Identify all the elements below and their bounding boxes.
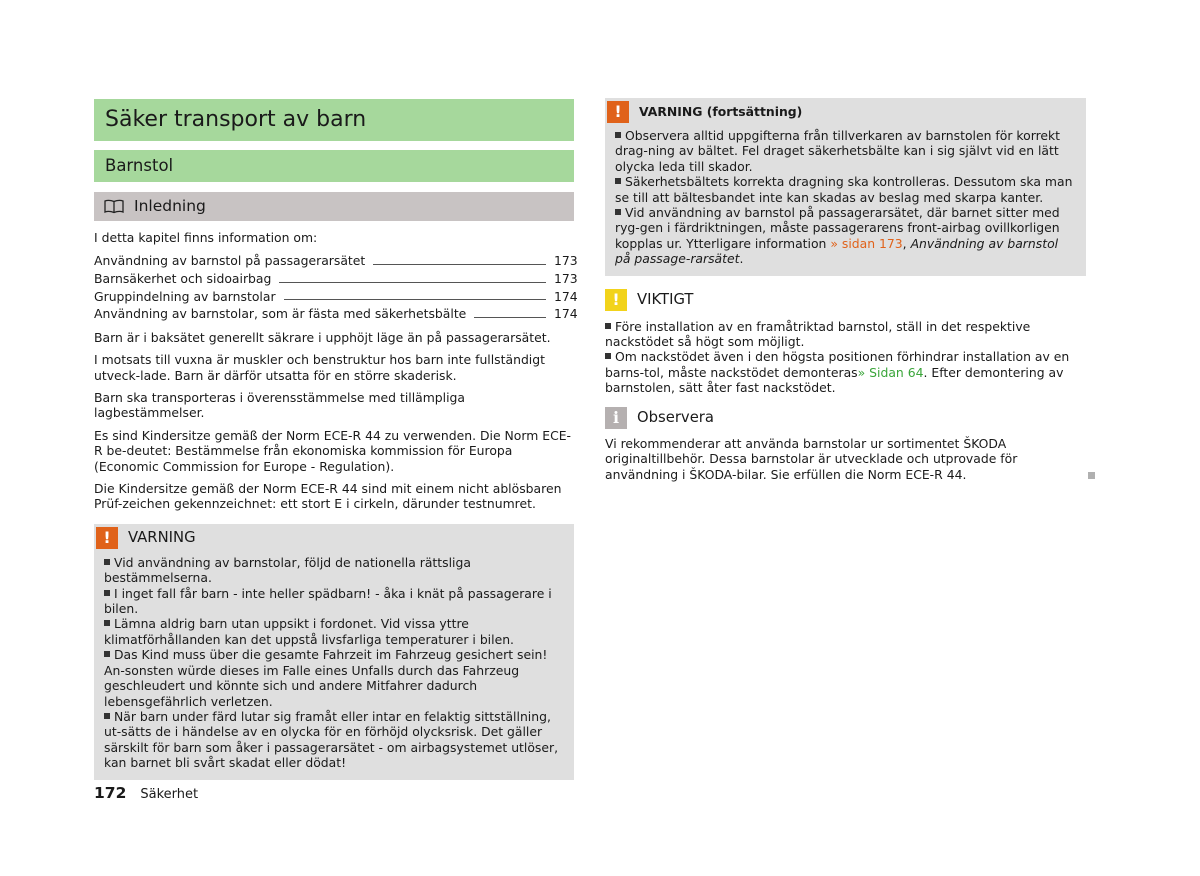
note-body: Vi rekommenderar att använda barnstolar ur sortimentet ŠKODA originaltillbehör. Dessa barnstolar är utvecklade och utprovade för användning i ŠKODA-bilar. Sie erfüllen die Norm ECE-R 44. <box>605 435 1018 482</box>
bullet-icon <box>605 353 611 359</box>
toc-label: Användning av barnstol på passagerarsätet <box>94 253 366 269</box>
bullet-icon <box>104 713 110 719</box>
page-number: 172 <box>94 784 127 802</box>
toc-page: 174 <box>554 288 578 304</box>
warning-title: VARNING <box>128 529 196 547</box>
toc-label: Barnsäkerhet och sidoairbag <box>94 271 272 286</box>
list-item: Säkerhetsbältets korrekta dragning ska kontrolleras. Dessutom ska man se till att bältesbandet inte kan skadas av beslag med skarpa kanter. <box>615 174 1073 205</box>
paragraph: Die Kindersitze gemäß der Norm ECE-R 44 sind mit einem nicht ablösbaren Prüf-zeichen gekennzeichnet: ett stort E i cirkeln, därunder testnumret. <box>94 481 562 512</box>
bullet-icon <box>104 651 110 657</box>
list-item: I inget fall får barn - inte heller spädbarn! - åka i knät på passagerare i bilen. <box>104 585 552 617</box>
important-title: VIKTIGT <box>637 290 694 308</box>
warning-continued-box <box>605 98 1086 276</box>
section-end-marker <box>1088 472 1095 479</box>
page-footer <box>94 786 198 802</box>
toc-label: Gruppindelning av barnstolar <box>94 288 276 304</box>
page-reference-link[interactable]: » Sidan 64 <box>857 364 924 380</box>
bullet-icon <box>615 178 621 184</box>
section-title: Barnstol <box>94 150 574 182</box>
book-icon <box>104 199 124 214</box>
exclamation-icon: ! <box>607 101 629 123</box>
bullet-icon <box>605 323 611 329</box>
warning-continued-header <box>605 98 1086 126</box>
list-item: Observera alltid uppgifterna från tillverkaren av barnstolen för korrekt drag-ning av bältet. Fel draget säkerhetsbälte kan i sig självt vid en lätt olycka leda till skador. <box>615 128 1061 174</box>
list-item: Före installation av en framåtriktad barnstol, ställ in det respektive nackstödet så högt som möjligt. <box>605 318 1031 350</box>
toc-page: 174 <box>554 306 578 322</box>
info-icon: i <box>605 407 627 429</box>
paragraph: Barn ska transporteras i överensstämmelse med tillämpliga lagbestämmelser. <box>94 390 466 421</box>
chapter-title: Säker transport av barn <box>94 99 574 141</box>
list-item: Vid användning av barnstolar, följd de nationella rättsliga bestämmelserna. <box>104 554 471 586</box>
warning-header <box>94 524 574 552</box>
bullet-icon <box>104 590 110 596</box>
important-header <box>605 287 1086 313</box>
paragraph: Es sind Kindersitze gemäß der Norm ECE-R 44 zu verwenden. Die Norm ECE-R be-deutet: Bestämmelse från ekonomiska kommission för Europa (Economic Commission for Europe - Regulation). <box>94 427 572 474</box>
toc-page: 173 <box>554 271 578 286</box>
exclamation-icon: ! <box>605 289 627 311</box>
bullet-icon <box>615 132 621 138</box>
section-reference: Användning av barnstol på passage-rarsätet <box>615 235 1059 267</box>
subsection-title-label: Inledning <box>134 197 206 215</box>
warning-continued-title: VARNING (fortsättning) <box>639 104 803 120</box>
toc-leader <box>474 317 546 318</box>
list-item: När barn under färd lutar sig framåt eller intar en felaktig sittställning, ut-sätts de i händelse av en olycka för en förhöjd olycksrisk. Det gäller särskilt för barn som åker i passagerarsätet - om airbagsystemet utlöser, kan barnet bli svårt skadat eller dödat! <box>104 708 559 771</box>
paragraph: Barn är i baksätet generellt säkrare i upphöjt läge än på passagerarsätet. <box>94 329 551 345</box>
list-item: Lämna aldrig barn utan uppsikt i fordonet. Vid vissa yttre klimatförhållanden kan det uppstå livsfarliga temperaturer i bilen. <box>104 616 514 647</box>
left-column <box>94 99 578 780</box>
note-header <box>605 405 1086 431</box>
list-item: Vid användning av barnstol på passagerarsätet, där barnet sitter med ryg-gen i färdriktningen, måste passagerarens front-airbag ovillkorligen kopplas ur. Ytterligare information » sidan 173, Användning av barnstol på passage-rarsätet. <box>615 205 1060 267</box>
subsection-title <box>94 192 574 221</box>
section-name: Säkerhet <box>140 787 199 802</box>
toc-row[interactable] <box>94 288 578 306</box>
warning-continued-body <box>605 126 1086 276</box>
right-column <box>605 98 1086 482</box>
warning-body <box>94 552 574 780</box>
exclamation-icon: ! <box>96 527 118 549</box>
toc-row[interactable] <box>94 270 578 288</box>
list-item: Das Kind muss über die gesamte Fahrzeit im Fahrzeug gesichert sein! An-sonsten würde dieses im Falle eines Unfalls durch das Fahrzeug geschleudert und könnte sich und andere Mitfahrer dadurch lebensgefährlich verletzen. <box>104 647 548 709</box>
toc-leader <box>373 264 546 265</box>
toc-row[interactable] <box>94 305 578 323</box>
paragraph: I motsats till vuxna är muskler och benstruktur hos barn inte fullständigt utveck-lade. Barn är därför utsatta för en större skaderisk. <box>94 352 545 383</box>
bullet-icon <box>104 620 110 626</box>
bullet-icon <box>104 559 110 565</box>
toc-row[interactable] <box>94 252 578 270</box>
toc-leader <box>279 282 546 283</box>
toc-leader <box>284 299 546 300</box>
warning-box <box>94 524 574 780</box>
bullet-icon <box>615 209 621 215</box>
page-reference-link[interactable]: » sidan 173 <box>830 235 903 251</box>
note-title: Observera <box>637 408 714 426</box>
intro-text: I detta kapitel finns information om: <box>94 230 318 245</box>
important-body <box>605 319 1086 396</box>
table-of-contents <box>94 252 578 322</box>
toc-page: 173 <box>554 253 578 269</box>
list-item: Om nackstödet även i den högsta positionen förhindrar installation av en barns-tol, måste nackstödet demonteras» Sidan 64. Efter demontering av barnstolen, sätt åter fast nackstödet. <box>605 349 1070 396</box>
toc-label: Användning av barnstolar, som är fästa med säkerhetsbälte <box>94 306 467 322</box>
